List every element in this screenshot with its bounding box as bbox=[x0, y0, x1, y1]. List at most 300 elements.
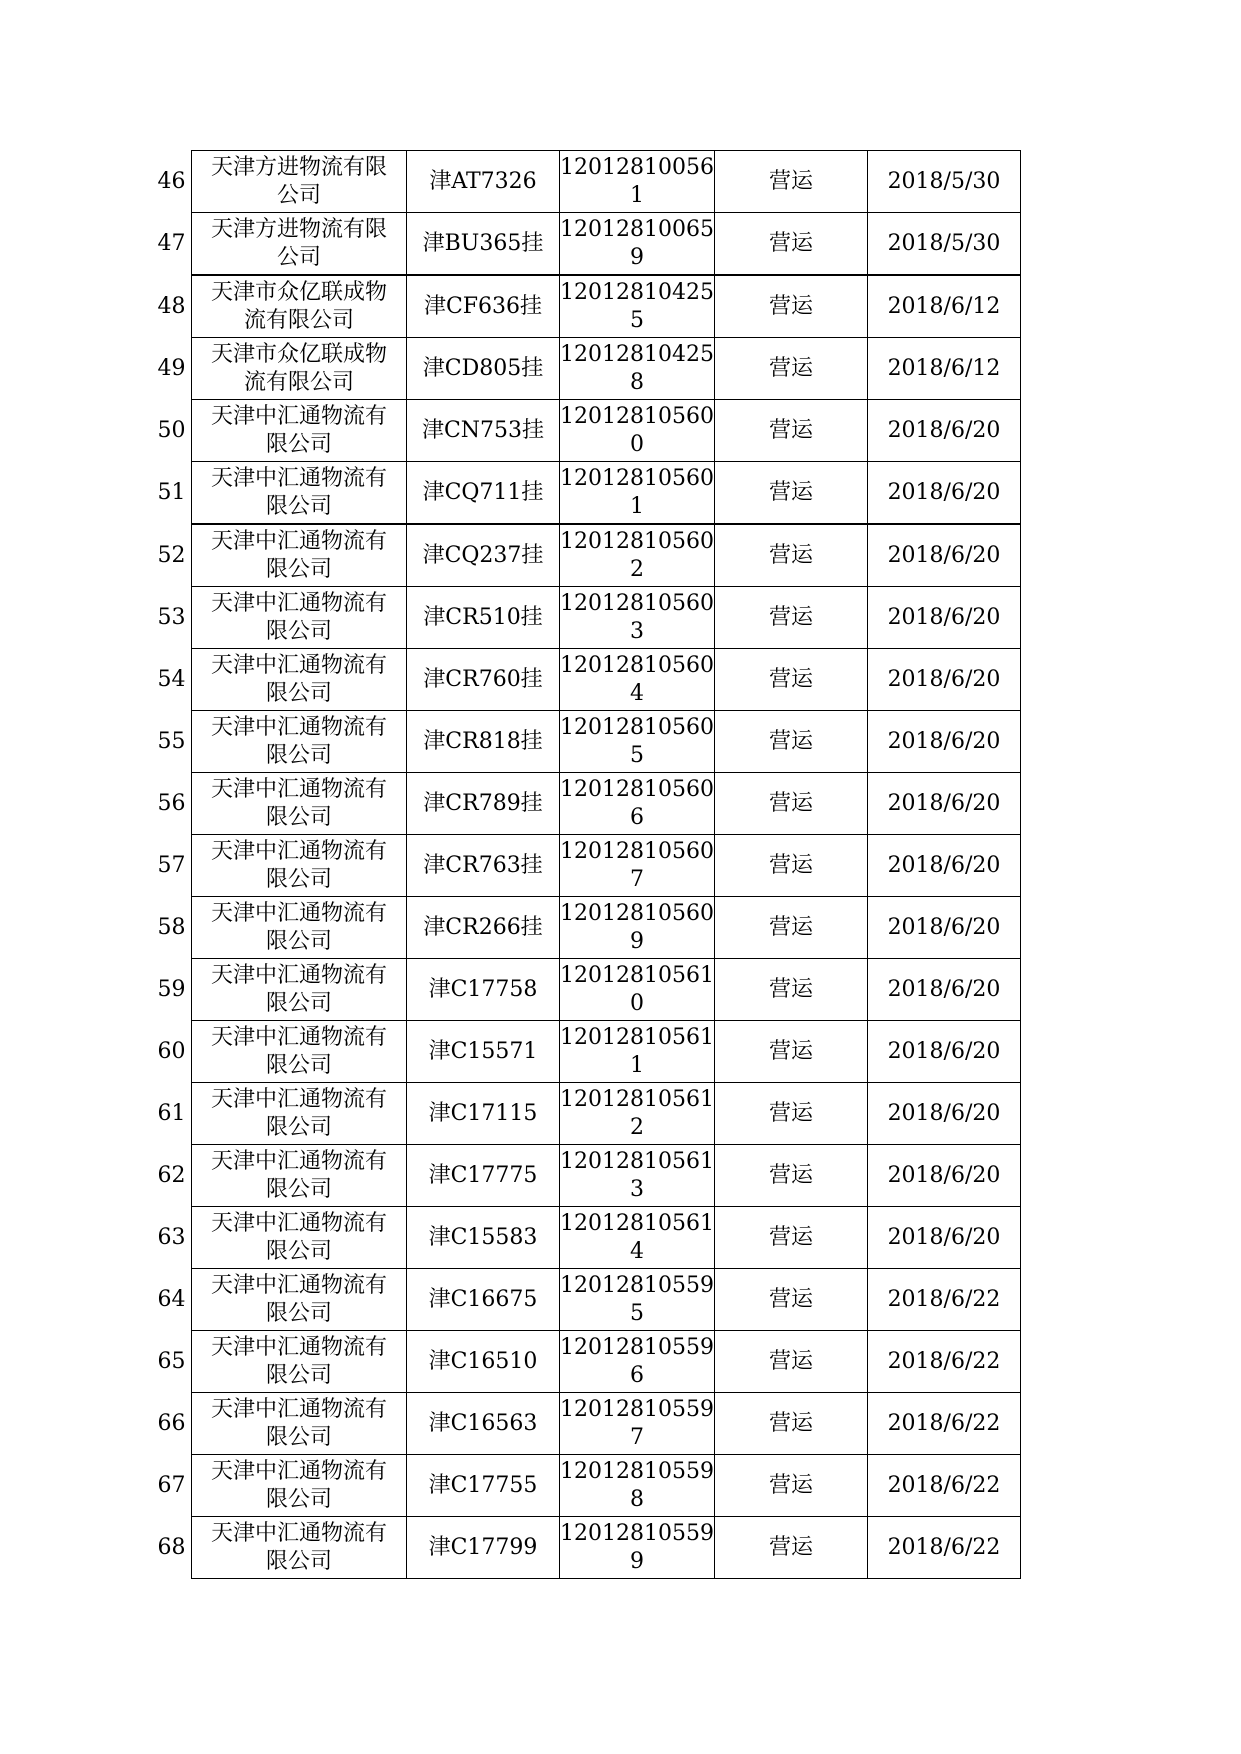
plate-number: 津CR763挂 bbox=[423, 853, 543, 878]
plate-cell bbox=[407, 1517, 560, 1579]
company-name-line1: 天津中汇通物流有 bbox=[210, 900, 387, 926]
plate-number: 津C17755 bbox=[428, 1473, 538, 1498]
operation-type: 营运 bbox=[768, 1535, 813, 1560]
company-name-line1: 天津中汇通物流有 bbox=[210, 714, 387, 740]
plate-cell bbox=[407, 1331, 560, 1393]
vehicle-table bbox=[152, 150, 1021, 1579]
plate-number: 津CF636挂 bbox=[423, 294, 543, 319]
company-name-line1: 天津方进物流有限 bbox=[210, 216, 387, 242]
plate-cell bbox=[407, 587, 560, 649]
date-cell bbox=[867, 835, 1020, 897]
date-cell bbox=[867, 773, 1020, 835]
company-cell bbox=[192, 1021, 407, 1083]
company-cell bbox=[192, 400, 407, 462]
company-name-line1: 天津中汇通物流有 bbox=[210, 652, 387, 678]
code-line1: 12012810425 bbox=[560, 279, 714, 305]
company-name-line1: 天津中汇通物流有 bbox=[210, 403, 387, 429]
vehicle-table-sheet bbox=[152, 150, 1021, 1579]
company-name-line1: 天津中汇通物流有 bbox=[210, 962, 387, 988]
plate-cell bbox=[407, 649, 560, 711]
plate-cell bbox=[407, 1455, 560, 1517]
operation-type: 营运 bbox=[768, 169, 813, 194]
type-cell bbox=[714, 1083, 867, 1145]
row-number: 67 bbox=[157, 1473, 186, 1498]
row-number: 63 bbox=[157, 1225, 186, 1250]
code-cell bbox=[560, 275, 715, 338]
plate-number: 津BU365挂 bbox=[422, 231, 544, 256]
date-cell bbox=[867, 462, 1020, 525]
plate-cell bbox=[407, 213, 560, 276]
plate-cell bbox=[407, 275, 560, 338]
plate-number: 津CR818挂 bbox=[423, 729, 543, 754]
table-row bbox=[152, 897, 1020, 959]
company-cell bbox=[192, 275, 407, 338]
code-line1: 12012810559 bbox=[560, 1272, 714, 1298]
plate-number: 津C16510 bbox=[428, 1349, 538, 1374]
code-line1: 12012810561 bbox=[560, 962, 714, 988]
date-cell bbox=[867, 1145, 1020, 1207]
company-cell bbox=[192, 213, 407, 276]
code-line2: 3 bbox=[629, 1176, 644, 1202]
date-value: 2018/6/20 bbox=[887, 543, 1001, 568]
table-row bbox=[152, 524, 1020, 587]
company-name-line1: 天津中汇通物流有 bbox=[210, 1148, 387, 1174]
operation-type: 营运 bbox=[768, 605, 813, 630]
plate-cell bbox=[407, 1207, 560, 1269]
plate-number: 津C17775 bbox=[428, 1163, 538, 1188]
company-name-line2: 限公司 bbox=[265, 804, 332, 830]
plate-cell bbox=[407, 1393, 560, 1455]
company-cell bbox=[192, 1207, 407, 1269]
company-name-line1: 天津中汇通物流有 bbox=[210, 1396, 387, 1422]
code-line2: 5 bbox=[629, 742, 644, 768]
row-number: 59 bbox=[157, 977, 186, 1002]
code-cell bbox=[560, 773, 715, 835]
date-value: 2018/6/20 bbox=[887, 1225, 1001, 1250]
code-line1: 12012810561 bbox=[560, 1086, 714, 1112]
code-line1: 12012810560 bbox=[560, 652, 714, 678]
code-line1: 12012810560 bbox=[560, 714, 714, 740]
company-cell bbox=[192, 1393, 407, 1455]
type-cell bbox=[714, 524, 867, 587]
row-number: 64 bbox=[157, 1287, 186, 1312]
type-cell bbox=[714, 213, 867, 276]
type-cell bbox=[714, 587, 867, 649]
date-cell bbox=[867, 151, 1020, 213]
plate-cell bbox=[407, 151, 560, 213]
table-row bbox=[152, 400, 1020, 462]
company-name-line2: 流有限公司 bbox=[243, 369, 354, 395]
date-cell bbox=[867, 524, 1020, 587]
plate-cell bbox=[407, 338, 560, 400]
code-line1: 12012810561 bbox=[560, 1024, 714, 1050]
code-cell bbox=[560, 462, 715, 525]
company-name-line1: 天津中汇通物流有 bbox=[210, 590, 387, 616]
code-cell bbox=[560, 1269, 715, 1331]
table-row bbox=[152, 1145, 1020, 1207]
code-cell bbox=[560, 1083, 715, 1145]
company-cell bbox=[192, 897, 407, 959]
company-name-line1: 天津中汇通物流有 bbox=[210, 1272, 387, 1298]
company-name-line2: 流有限公司 bbox=[243, 307, 354, 333]
company-cell bbox=[192, 462, 407, 525]
date-value: 2018/6/20 bbox=[887, 977, 1001, 1002]
company-name-line2: 限公司 bbox=[265, 742, 332, 768]
date-cell bbox=[867, 275, 1020, 338]
code-cell bbox=[560, 1455, 715, 1517]
plate-number: 津CQ711挂 bbox=[422, 480, 544, 505]
type-cell bbox=[714, 338, 867, 400]
date-value: 2018/6/22 bbox=[887, 1535, 1001, 1560]
plate-number: 津C16563 bbox=[428, 1411, 538, 1436]
operation-type: 营运 bbox=[768, 1101, 813, 1126]
type-cell bbox=[714, 711, 867, 773]
code-line2: 2 bbox=[629, 1114, 644, 1140]
company-name-line2: 限公司 bbox=[265, 1114, 332, 1140]
code-line1: 12012810559 bbox=[560, 1396, 714, 1422]
code-cell bbox=[560, 587, 715, 649]
code-line2: 9 bbox=[629, 244, 644, 270]
row-number: 50 bbox=[157, 418, 186, 443]
row-number: 61 bbox=[157, 1101, 186, 1126]
date-cell bbox=[867, 400, 1020, 462]
code-cell bbox=[560, 711, 715, 773]
code-line1: 12012810560 bbox=[560, 590, 714, 616]
company-cell bbox=[192, 1331, 407, 1393]
code-cell bbox=[560, 213, 715, 276]
date-value: 2018/6/20 bbox=[887, 729, 1001, 754]
row-number: 47 bbox=[157, 231, 186, 257]
operation-type: 营运 bbox=[768, 231, 813, 256]
type-cell bbox=[714, 275, 867, 338]
plate-cell bbox=[407, 524, 560, 587]
code-line2: 1 bbox=[629, 493, 644, 519]
operation-type: 营运 bbox=[768, 480, 813, 505]
row-number: 55 bbox=[157, 729, 186, 754]
plate-cell bbox=[407, 462, 560, 525]
table-row bbox=[152, 1083, 1020, 1145]
plate-number: 津C15583 bbox=[428, 1225, 538, 1250]
operation-type: 营运 bbox=[768, 853, 813, 878]
company-name-line1: 天津中汇通物流有 bbox=[210, 1086, 387, 1112]
plate-cell bbox=[407, 400, 560, 462]
type-cell bbox=[714, 1331, 867, 1393]
date-value: 2018/6/20 bbox=[887, 1163, 1001, 1188]
company-cell bbox=[192, 711, 407, 773]
company-name-line1: 天津中汇通物流有 bbox=[210, 776, 387, 802]
plate-number: 津CR789挂 bbox=[423, 791, 543, 816]
table-row bbox=[152, 1393, 1020, 1455]
code-line1: 12012810425 bbox=[560, 341, 714, 367]
plate-number: 津C17115 bbox=[428, 1101, 538, 1126]
operation-type: 营运 bbox=[768, 791, 813, 816]
company-name-line1: 天津市众亿联成物 bbox=[210, 279, 387, 305]
table-row bbox=[152, 338, 1020, 400]
table-row bbox=[152, 151, 1020, 213]
table-row bbox=[152, 462, 1020, 525]
company-cell bbox=[192, 1083, 407, 1145]
date-value: 2018/6/20 bbox=[887, 480, 1001, 505]
operation-type: 营运 bbox=[768, 1411, 813, 1436]
code-cell bbox=[560, 835, 715, 897]
date-cell bbox=[867, 1269, 1020, 1331]
date-cell bbox=[867, 1393, 1020, 1455]
type-cell bbox=[714, 1393, 867, 1455]
company-name-line2: 限公司 bbox=[265, 866, 332, 892]
code-line2: 6 bbox=[629, 1362, 644, 1388]
plate-number: 津CR760挂 bbox=[423, 667, 543, 692]
plate-cell bbox=[407, 1269, 560, 1331]
plate-cell bbox=[407, 897, 560, 959]
type-cell bbox=[714, 462, 867, 525]
plate-number: 津CR266挂 bbox=[423, 915, 543, 940]
date-value: 2018/6/20 bbox=[887, 667, 1001, 692]
row-number: 49 bbox=[157, 356, 186, 381]
date-cell bbox=[867, 897, 1020, 959]
code-line1: 12012810560 bbox=[560, 838, 714, 864]
code-cell bbox=[560, 649, 715, 711]
date-cell bbox=[867, 1517, 1020, 1579]
company-name-line2: 限公司 bbox=[265, 1052, 332, 1078]
code-cell bbox=[560, 897, 715, 959]
code-line2: 5 bbox=[629, 1300, 644, 1326]
plate-number: 津C17799 bbox=[428, 1535, 538, 1560]
row-number: 46 bbox=[157, 169, 186, 194]
code-line1: 12012810561 bbox=[560, 1148, 714, 1174]
operation-type: 营运 bbox=[768, 729, 813, 754]
date-value: 2018/6/20 bbox=[887, 853, 1001, 878]
type-cell bbox=[714, 773, 867, 835]
operation-type: 营运 bbox=[768, 1225, 813, 1250]
date-value: 2018/5/30 bbox=[887, 231, 1001, 256]
company-name-line1: 天津中汇通物流有 bbox=[210, 1334, 387, 1360]
code-line1: 12012810560 bbox=[560, 403, 714, 429]
date-cell bbox=[867, 959, 1020, 1021]
date-cell bbox=[867, 213, 1020, 276]
date-value: 2018/6/22 bbox=[887, 1287, 1001, 1312]
company-cell bbox=[192, 1517, 407, 1579]
date-cell bbox=[867, 1021, 1020, 1083]
row-number: 51 bbox=[157, 480, 186, 506]
table-row bbox=[152, 1021, 1020, 1083]
table-row bbox=[152, 1331, 1020, 1393]
code-cell bbox=[560, 1331, 715, 1393]
date-cell bbox=[867, 711, 1020, 773]
row-number: 52 bbox=[157, 542, 186, 568]
company-name-line2: 限公司 bbox=[265, 1486, 332, 1512]
row-number: 54 bbox=[157, 667, 186, 692]
table-body bbox=[152, 151, 1020, 1579]
company-name-line1: 天津中汇通物流有 bbox=[210, 1024, 387, 1050]
table-row bbox=[152, 213, 1020, 276]
date-value: 2018/6/22 bbox=[887, 1349, 1001, 1374]
company-cell bbox=[192, 338, 407, 400]
plate-cell bbox=[407, 1021, 560, 1083]
company-cell bbox=[192, 1145, 407, 1207]
company-cell bbox=[192, 1269, 407, 1331]
code-cell bbox=[560, 151, 715, 213]
code-cell bbox=[560, 959, 715, 1021]
code-cell bbox=[560, 1207, 715, 1269]
company-name-line2: 限公司 bbox=[265, 618, 332, 644]
code-cell bbox=[560, 400, 715, 462]
code-line2: 0 bbox=[629, 431, 644, 457]
plate-cell bbox=[407, 1145, 560, 1207]
code-line2: 6 bbox=[629, 804, 644, 830]
code-line2: 0 bbox=[629, 990, 644, 1016]
plate-cell bbox=[407, 711, 560, 773]
code-line1: 12012810560 bbox=[560, 528, 714, 554]
plate-cell bbox=[407, 1083, 560, 1145]
plate-number: 津CN753挂 bbox=[421, 418, 545, 443]
code-line2: 8 bbox=[629, 369, 644, 395]
code-line2: 9 bbox=[629, 928, 644, 954]
company-name-line2: 限公司 bbox=[265, 1300, 332, 1326]
date-value: 2018/6/22 bbox=[887, 1473, 1001, 1498]
operation-type: 营运 bbox=[768, 1039, 813, 1064]
row-number: 68 bbox=[157, 1535, 186, 1560]
date-value: 2018/5/30 bbox=[887, 169, 1001, 194]
date-value: 2018/6/12 bbox=[887, 356, 1001, 381]
company-name-line1: 天津中汇通物流有 bbox=[210, 1458, 387, 1484]
code-line2: 7 bbox=[629, 866, 644, 892]
code-line2: 2 bbox=[629, 556, 644, 582]
company-name-line1: 天津中汇通物流有 bbox=[210, 1520, 387, 1546]
table-row bbox=[152, 649, 1020, 711]
type-cell bbox=[714, 1455, 867, 1517]
operation-type: 营运 bbox=[768, 1473, 813, 1498]
code-cell bbox=[560, 1021, 715, 1083]
plate-number: 津AT7326 bbox=[429, 169, 537, 194]
code-line1: 12012810560 bbox=[560, 776, 714, 802]
code-cell bbox=[560, 1145, 715, 1207]
row-number: 58 bbox=[157, 915, 186, 940]
company-name-line2: 限公司 bbox=[265, 990, 332, 1016]
company-name-line1: 天津中汇通物流有 bbox=[210, 528, 387, 554]
company-name-line2: 限公司 bbox=[265, 1548, 332, 1574]
type-cell bbox=[714, 835, 867, 897]
operation-type: 营运 bbox=[768, 418, 813, 443]
code-cell bbox=[560, 524, 715, 587]
company-cell bbox=[192, 587, 407, 649]
company-name-line2: 限公司 bbox=[265, 680, 332, 706]
plate-cell bbox=[407, 835, 560, 897]
type-cell bbox=[714, 1517, 867, 1579]
date-cell bbox=[867, 1083, 1020, 1145]
row-number: 53 bbox=[157, 605, 186, 630]
table-row bbox=[152, 1269, 1020, 1331]
code-line1: 12012810559 bbox=[560, 1334, 714, 1360]
company-name-line2: 限公司 bbox=[265, 1238, 332, 1264]
company-name-line1: 天津中汇通物流有 bbox=[210, 465, 387, 491]
code-line2: 4 bbox=[629, 680, 644, 706]
company-name-line2: 限公司 bbox=[265, 1362, 332, 1388]
type-cell bbox=[714, 959, 867, 1021]
date-value: 2018/6/22 bbox=[887, 1411, 1001, 1436]
company-cell bbox=[192, 773, 407, 835]
code-line2: 1 bbox=[629, 182, 644, 208]
code-line1: 12012810559 bbox=[560, 1520, 714, 1546]
operation-type: 营运 bbox=[768, 294, 813, 319]
row-number: 56 bbox=[157, 791, 186, 816]
operation-type: 营运 bbox=[768, 977, 813, 1002]
company-cell bbox=[192, 959, 407, 1021]
company-name-line2: 限公司 bbox=[265, 493, 332, 519]
code-cell bbox=[560, 338, 715, 400]
type-cell bbox=[714, 649, 867, 711]
date-cell bbox=[867, 1455, 1020, 1517]
operation-type: 营运 bbox=[768, 543, 813, 568]
table-row bbox=[152, 959, 1020, 1021]
code-line2: 7 bbox=[629, 1424, 644, 1450]
date-value: 2018/6/20 bbox=[887, 915, 1001, 940]
plate-number: 津CQ237挂 bbox=[422, 543, 544, 568]
row-number: 48 bbox=[157, 293, 186, 319]
operation-type: 营运 bbox=[768, 1287, 813, 1312]
code-line1: 12012810559 bbox=[560, 1458, 714, 1484]
company-cell bbox=[192, 151, 407, 213]
type-cell bbox=[714, 1269, 867, 1331]
date-value: 2018/6/20 bbox=[887, 1039, 1001, 1064]
plate-number: 津C15571 bbox=[428, 1039, 538, 1064]
company-name-line2: 限公司 bbox=[265, 556, 332, 582]
company-name-line2: 公司 bbox=[276, 244, 321, 270]
table-row bbox=[152, 275, 1020, 338]
company-name-line2: 限公司 bbox=[265, 1176, 332, 1202]
row-number: 62 bbox=[157, 1163, 186, 1188]
date-cell bbox=[867, 649, 1020, 711]
plate-number: 津C16675 bbox=[428, 1287, 538, 1312]
code-line2: 3 bbox=[629, 618, 644, 644]
plate-number: 津CR510挂 bbox=[423, 605, 543, 630]
date-value: 2018/6/20 bbox=[887, 1101, 1001, 1126]
date-cell bbox=[867, 1207, 1020, 1269]
code-line1: 12012810056 bbox=[560, 154, 714, 180]
code-line2: 1 bbox=[629, 1052, 644, 1078]
company-name-line2: 限公司 bbox=[265, 431, 332, 457]
table-row bbox=[152, 1455, 1020, 1517]
code-cell bbox=[560, 1393, 715, 1455]
plate-number: 津CD805挂 bbox=[422, 356, 544, 381]
company-cell bbox=[192, 1455, 407, 1517]
row-number: 57 bbox=[157, 853, 186, 878]
code-line1: 12012810560 bbox=[560, 900, 714, 926]
plate-number: 津C17758 bbox=[428, 977, 538, 1002]
code-cell bbox=[560, 1517, 715, 1579]
company-name-line2: 限公司 bbox=[265, 1424, 332, 1450]
type-cell bbox=[714, 151, 867, 213]
type-cell bbox=[714, 1207, 867, 1269]
company-name-line2: 限公司 bbox=[265, 928, 332, 954]
type-cell bbox=[714, 1021, 867, 1083]
operation-type: 营运 bbox=[768, 667, 813, 692]
company-name-line1: 天津方进物流有限 bbox=[210, 154, 387, 180]
code-line2: 9 bbox=[629, 1548, 644, 1574]
code-line2: 8 bbox=[629, 1486, 644, 1512]
date-cell bbox=[867, 338, 1020, 400]
date-cell bbox=[867, 587, 1020, 649]
operation-type: 营运 bbox=[768, 356, 813, 381]
table-row bbox=[152, 835, 1020, 897]
table-row bbox=[152, 711, 1020, 773]
code-line2: 4 bbox=[629, 1238, 644, 1264]
type-cell bbox=[714, 400, 867, 462]
company-name-line2: 公司 bbox=[276, 182, 321, 208]
code-line2: 5 bbox=[629, 307, 644, 333]
operation-type: 营运 bbox=[768, 915, 813, 940]
operation-type: 营运 bbox=[768, 1163, 813, 1188]
date-value: 2018/6/20 bbox=[887, 791, 1001, 816]
